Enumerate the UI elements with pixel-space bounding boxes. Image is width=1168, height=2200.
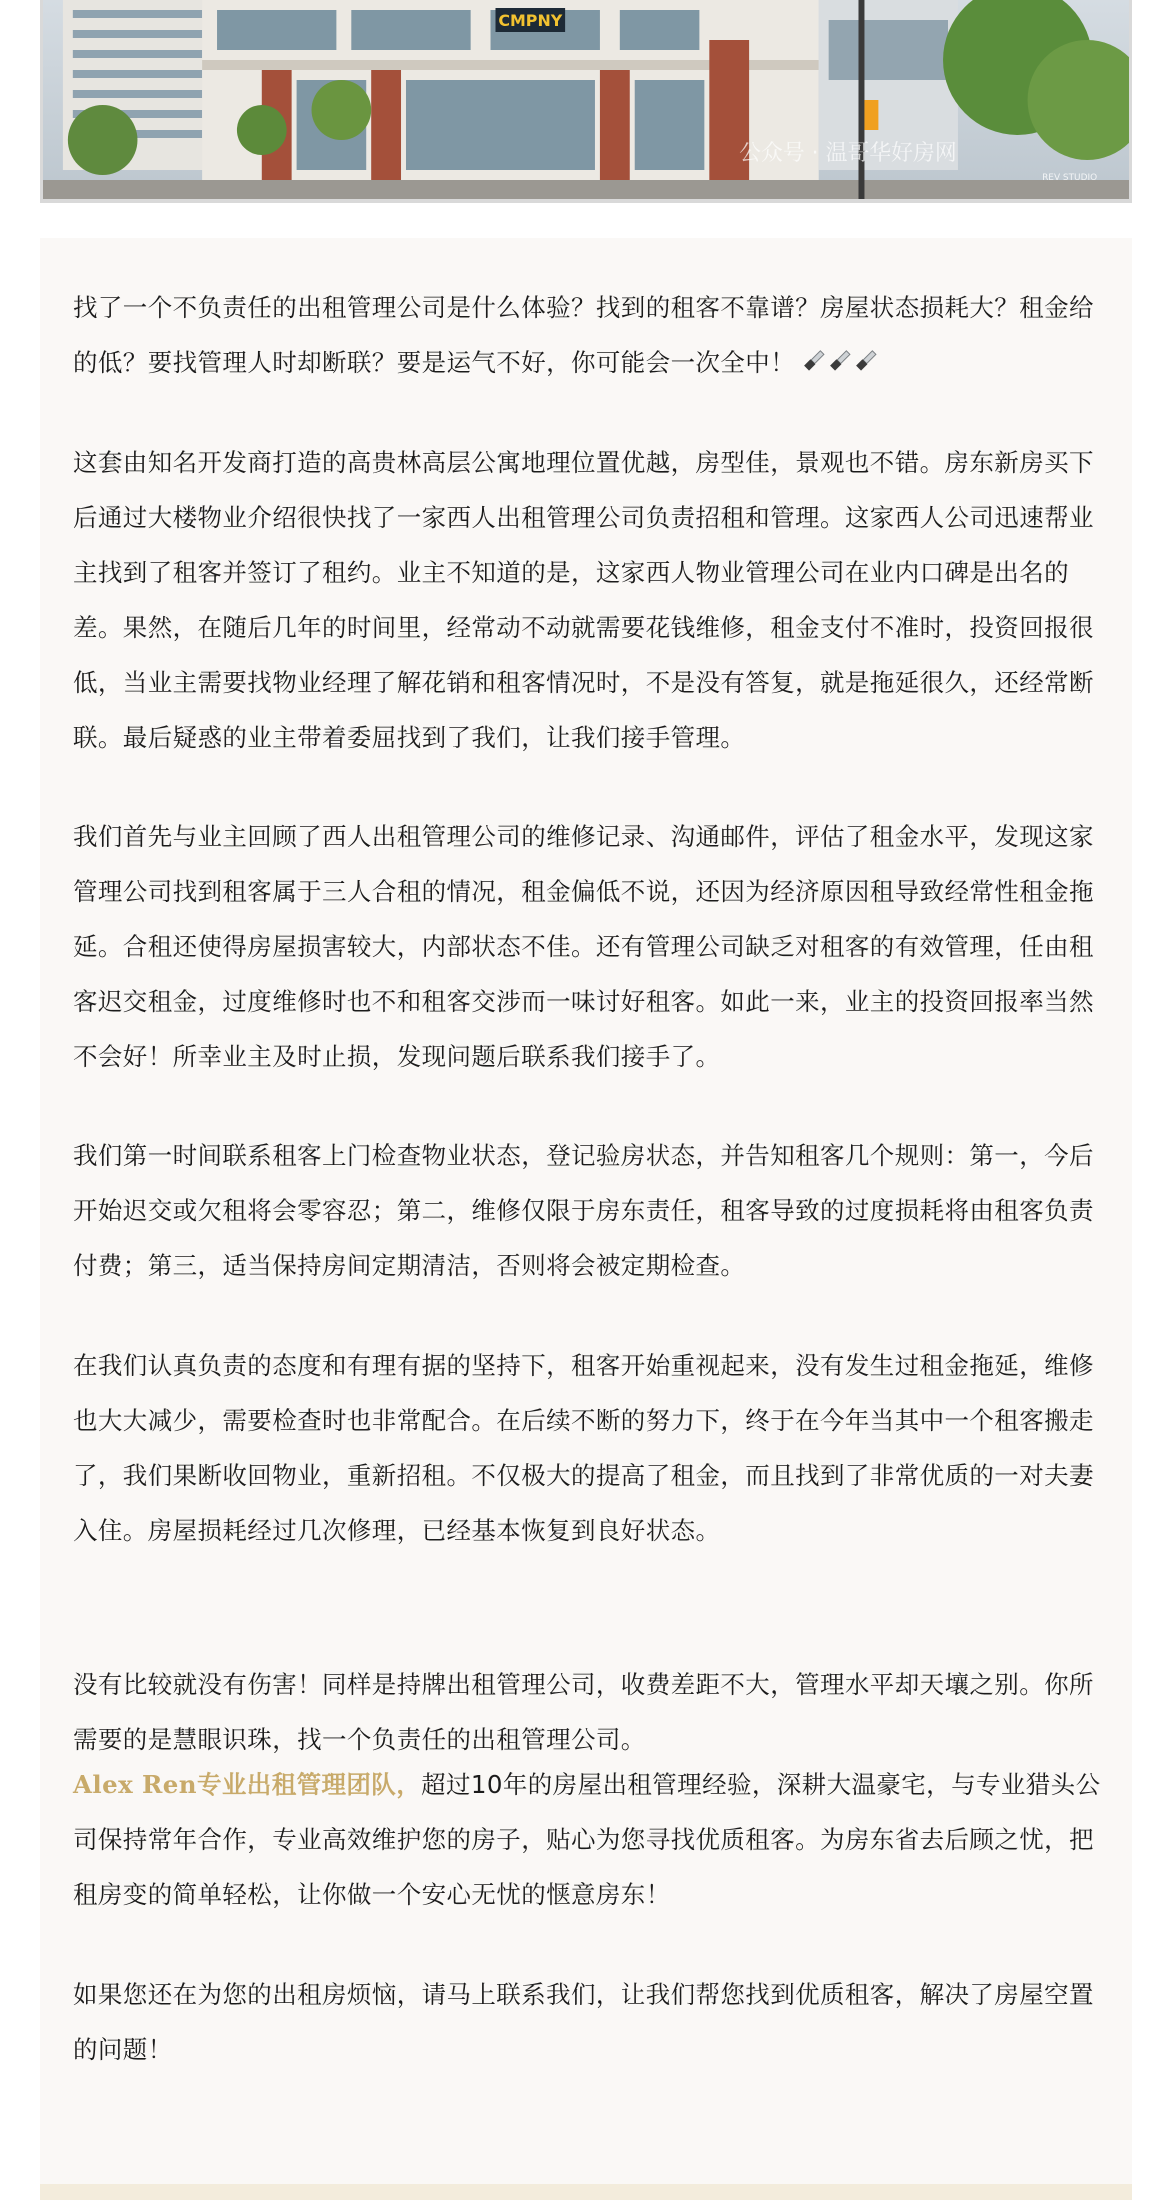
result-paragraph: 在我们认真负责的态度和有理有据的坚持下，租客开始重视起来，没有发生过租金拖延，维修也大大减少，需要检查时也非常配合。在后续不断的努力下，终于在今年当其中一个租客搬走了，我们果断收回物业，重新招租。不仅极大的提高了租金，而且找到了非常优质的一对夫妻入住。房屋损耗经过几次修理，已经基本恢复到良好状态。 [73,1351,1094,1545]
article-card [40,238,1132,2184]
contact-paragraph: 如果您还在为您的出租房烦恼，请马上联系我们，让我们帮您找到优质租客，解决了房屋空置的问题！ [73,1980,1094,2064]
team-description: 超过10年的房屋出租管理经验，深耕大温豪宅，与专业猎头公司保持常年合作，专业高效维护您的房子，贴心为您寻找优质租客。为房东省去后顾之忧，把租房变的简单轻松，让你做一个安心无忧的惬意房东！ [73,1770,1101,1909]
building-sign: CMPNY [498,10,563,31]
team-brand-name: Alex Ren专业出租管理团队， [73,1770,422,1799]
comparison-paragraph: 没有比较就没有伤害！同样是持牌出租管理公司，收费差距不大，管理水平却天壤之别。你所需要的是慧眼识珠，找一个负责任的出租管理公司。 [73,1670,1094,1754]
intro-text: 找了一个不负责任的出租管理公司是什么体验？找到的租客不靠谱？房屋状态损耗大？租金给的低？要找管理人时却断联？要是运气不好，你可能会一次全中！ [73,293,1094,377]
story-paragraph: 这套由知名开发商打造的高贵林高层公寓地理位置优越，房型佳，景观也不错。房东新房买下后通过大楼物业介绍很快找了一家西人出租管理公司负责招租和管理。这家西人公司迅速帮业主找到了租客并签订了租约。业主不知道的是，这家西人物业管理公司在业内口碑是出名的差。果然，在随后几年的时间里，经常动不动就需要花钱维修，租金支付不准时，投资回报很低，当业主需要找物业经理了解花销和租客情况时，不是没有答复，就是拖延很久，还经常断联。最后疑惑的业主带着委屈找到了我们，让我们接手管理。 [73,448,1094,752]
building-photo [43,0,1129,199]
rules-paragraph: 我们第一时间联系租客上门检查物业状态，登记验房状态，并告知租客几个规则：第一，今后开始迟交或欠租将会零容忍；第二，维修仅限于房东责任，租客导致的过度损耗将由租客负责付费；第三，适当保持房间定期清洁，否则将会被定期检查。 [73,1141,1094,1280]
knife-emoji-icon [801,347,879,373]
studio-mark: REV STUDIO [1042,172,1098,184]
watermark-text: 公众号 · 温哥华好房网 [739,140,957,167]
intro-paragraph [73,280,1103,392]
review-paragraph: 我们首先与业主回顾了西人出租管理公司的维修记录、沟通邮件，评估了租金水平，发现这家管理公司找到租客属于三人合租的情况，租金偏低不说，还因为经济原因租导致经常性租金拖延。合租还使得房屋损害较大，内部状态不佳。还有管理公司缺乏对租客的有效管理，任由租客迟交租金，过度维修时也不和租客交涉而一味讨好租客。如此一来，业主的投资回报率当然不会好！所幸业主及时止损，发现问题后联系我们接手了。 [73,822,1094,1071]
knife-emoji-group [801,337,879,392]
bottom-divider [40,2184,1132,2200]
team-paragraph [73,1757,1103,1922]
hero-photo [40,0,1132,203]
